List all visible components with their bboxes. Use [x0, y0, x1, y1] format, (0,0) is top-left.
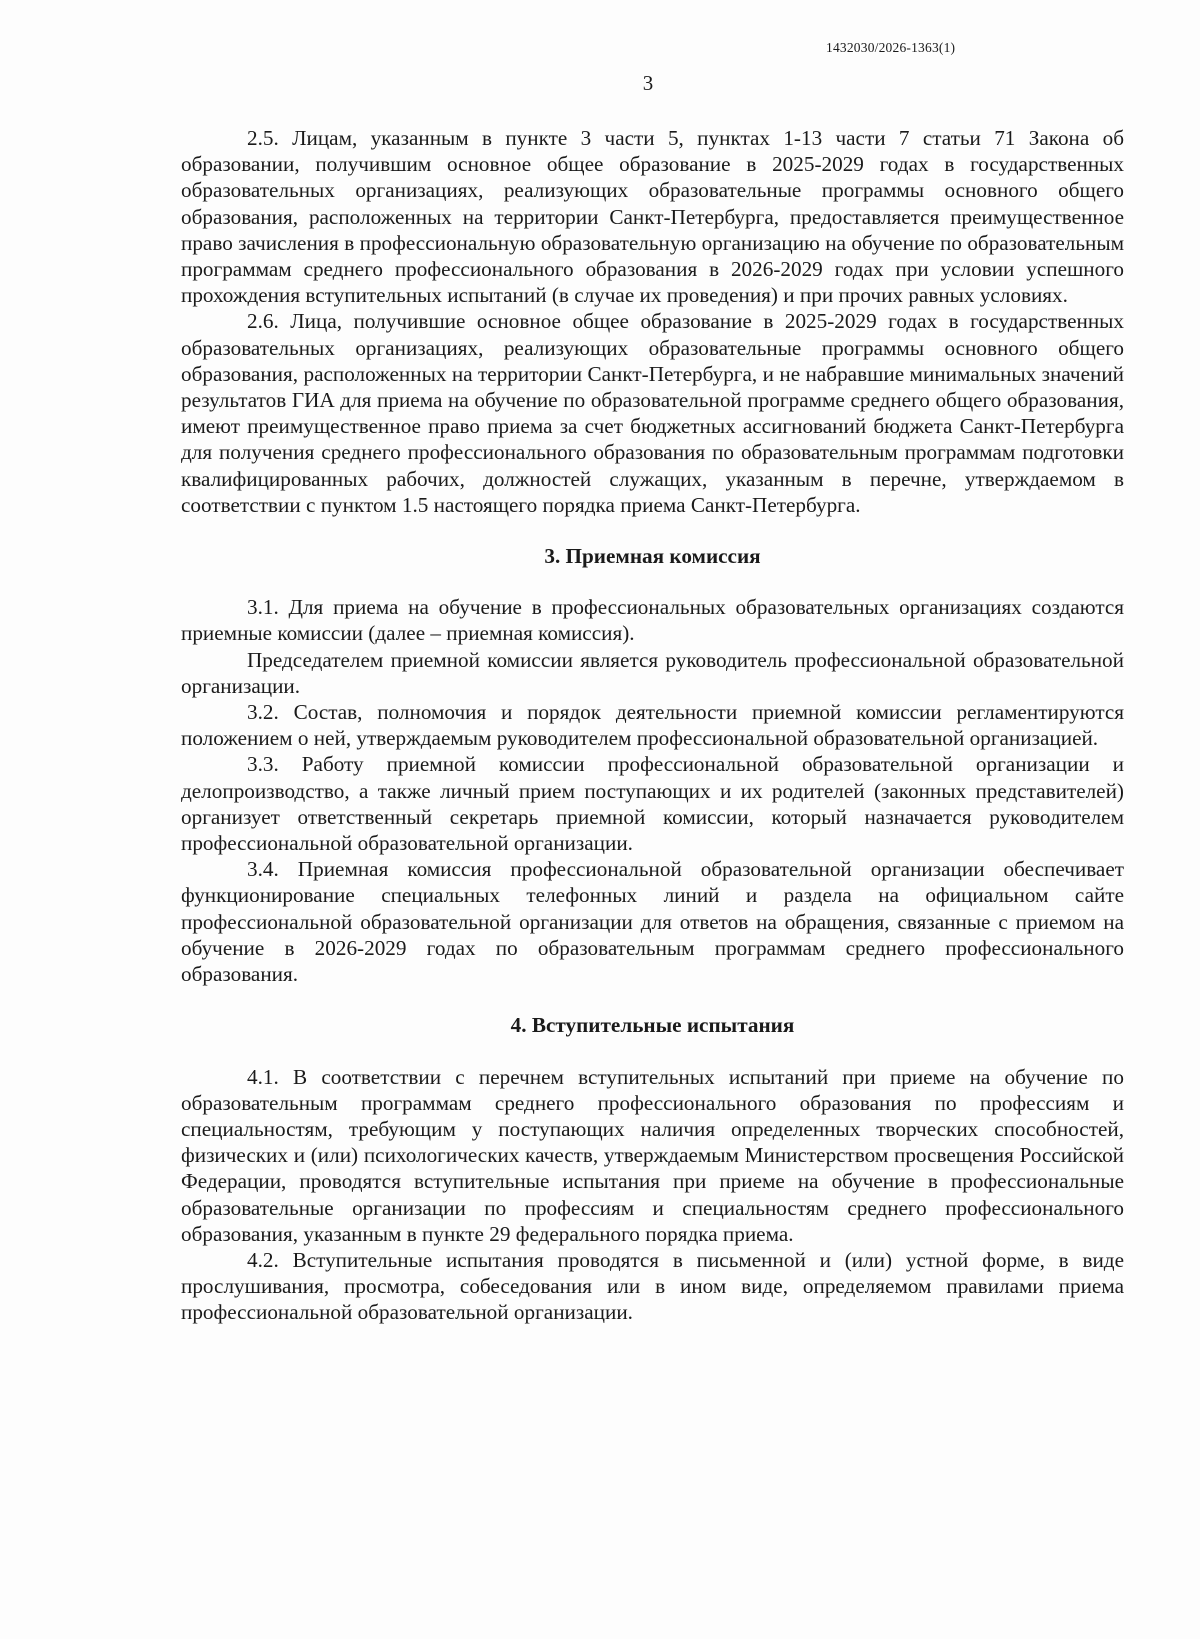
page-number: 3	[642, 71, 654, 95]
paragraph-3-1: 3.1. Для приема на обучение в профессиональных образовательных организациях создаются приемные комиссии (далее – приемная комиссия).	[181, 595, 1124, 646]
paragraph-2-5: 2.5. Лицам, указанным в пункте 3 части 5, пунктах 1-13 части 7 статьи 71 Закона об образовании, получившим основное общее образование в 2025-2029 годах в государственных образовательных организациях, реализующих образовательные программы основного общего образования, расположенных на территории Санкт-Петербурга, предоставляется преимущественное право зачисления в профессиональную образовательную организацию на обучение по образовательным программам среднего профессионального образования в 2026-2029 годах при условии успешного прохождения вступительных испытаний (в случае их проведения) и при прочих равных условиях.	[181, 126, 1124, 308]
paragraph-4-1: 4.1. В соответствии с перечнем вступительных испытаний при приеме на обучение по образовательным программам среднего профессионального образования по профессиям и специальностям, требующим у поступающих наличия определенных творческих способностей, физических и (или) психологических качеств, утверждаемым Министерством просвещения Российской Федерации, проводятся вступительные испытания при приеме на обучение в профессиональные образовательные организации по профессиям и специальностям среднего профессионального образования, указанным в пункте 29 федерального порядка приема.	[181, 1064, 1124, 1246]
document-body	[181, 125, 1124, 1326]
paragraph-3-1-chair: Председателем приемной комиссии является руководитель профессиональной образовательной организации.	[181, 647, 1124, 698]
paragraph-2-6: 2.6. Лица, получившие основное общее образование в 2025-2029 годах в государственных образовательных организациях, реализующих образовательные программы основного общего образования, расположенных на территории Санкт-Петербурга, и не набравшие минимальных значений результатов ГИА для приема на обучение по образовательной программе среднего общего образования, имеют преимущественное право приема за счет бюджетных ассигнований бюджета Санкт-Петербурга для получения среднего профессионального образования по образовательным программам подготовки квалифицированных рабочих, должностей служащих, указанным в перечне, утверждаемом в соответствии с пунктом 1.5 настоящего порядка приема Санкт-Петербурга.	[181, 309, 1124, 517]
paragraph-3-3: 3.3. Работу приемной комиссии профессиональной образовательной организации и делопроизводство, а также личный прием поступающих и их родителей (законных представителей) организует ответственный секретарь приемной комиссии, который назначается руководителем профессиональной образовательной организации.	[181, 752, 1124, 856]
document-registration-number: 1432030/2026-1363(1)	[826, 40, 956, 55]
section-4-heading: 4. Вступительные испытания	[510, 1013, 795, 1038]
paragraph-4-2: 4.2. Вступительные испытания проводятся в письменной и (или) устной форме, в виде прослушивания, просмотра, собеседования или в ином виде, определяемом правилами приема профессиональной образовательной организации.	[181, 1247, 1124, 1325]
section-3-heading: 3. Приемная комиссия	[544, 544, 761, 569]
paragraph-3-2: 3.2. Состав, полномочия и порядок деятельности приемной комиссии регламентируются положением о ней, утверждаемым руководителем профессиональной образовательной организацией.	[181, 700, 1124, 751]
paragraph-3-4: 3.4. Приемная комиссия профессиональной образовательной организации обеспечивает функционирование специальных телефонных линий и раздела на официальном сайте профессиональной образовательной организации для ответов на обращения, связанные с приемом на обучение в 2026-2029 годах по образовательным программам среднего профессионального образования.	[181, 857, 1124, 987]
